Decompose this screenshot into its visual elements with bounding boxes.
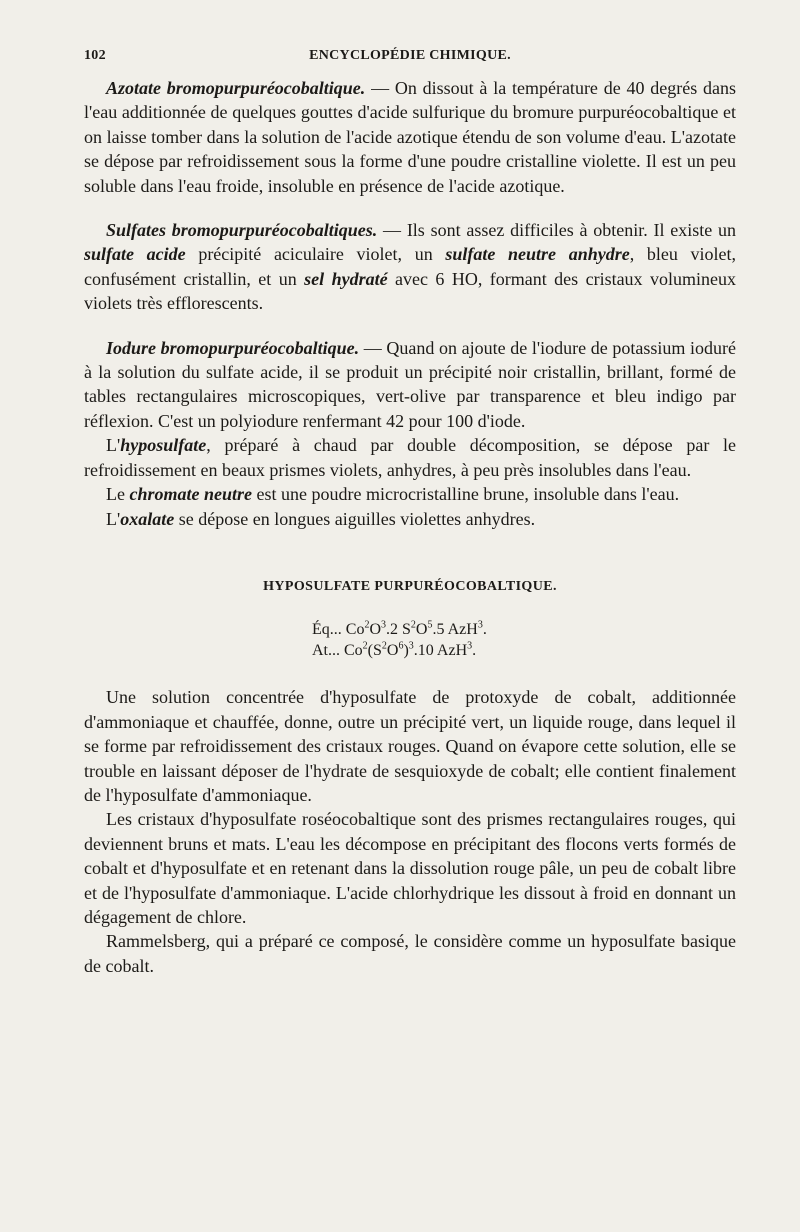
entry-term: Iodure bromopurpuréocobaltique. bbox=[106, 337, 360, 358]
paragraph-text: — On dissout à la température de 40 degrés dans l'eau additionnée de quelques gouttes d'acide sulfurique du bromure purpuréocobaltique et on laisse tomber dans la solution de l'acide azotique étendu de son volume d'eau. L'azotate se dépose par refroidissement sous la forme d'une poudre cristalline violette. Il est un peu soluble dans l'eau froide, insoluble en présence de l'acide azotique. bbox=[84, 78, 736, 196]
formula-part: 2 bbox=[410, 619, 416, 631]
formula-part: O bbox=[369, 621, 382, 639]
page-body bbox=[84, 76, 736, 978]
paragraph-text: précipité aciculaire violet, un bbox=[185, 244, 446, 265]
emphasis-text: sulfate acide bbox=[84, 244, 186, 265]
paragraph-text: est une poudre microcristalline brune, insoluble dans l'eau. bbox=[252, 484, 680, 505]
paragraph-chromate bbox=[84, 482, 736, 506]
paragraph-oxalate bbox=[84, 507, 736, 531]
paragraph-text: , préparé à chaud par double décomposition, se dépose par le refroidissement en beaux prismes violets, anhydres, à peu près insolubles dans l'eau. bbox=[84, 435, 736, 480]
emphasis-text: oxalate bbox=[120, 508, 175, 529]
formula-equivalent bbox=[312, 619, 800, 640]
emphasis-text: sulfate neutre anhydre bbox=[445, 244, 630, 265]
formula-part: Co bbox=[345, 621, 365, 639]
paragraph-azotate bbox=[84, 76, 736, 198]
page-header bbox=[84, 48, 736, 70]
formula-part: 6 bbox=[398, 640, 404, 652]
paragraph-text: avec 6 HO, formant des cristaux volumineux violets très efflorescents. bbox=[84, 268, 736, 314]
paragraph-text: Le bbox=[106, 484, 130, 505]
formula-part: Co bbox=[344, 642, 363, 660]
formula-part: . bbox=[482, 621, 487, 639]
entry-term: Sulfates bromopurpuréocobaltiques. bbox=[106, 220, 378, 241]
formula-part: ) bbox=[403, 642, 409, 660]
formula-part: 2 bbox=[364, 619, 370, 631]
formula-atomic bbox=[312, 640, 800, 661]
formula-part: .5 AzH bbox=[432, 621, 478, 639]
paragraph-iodure bbox=[84, 336, 736, 434]
paragraph-text: — Quand on ajoute de l'iodure de potassium ioduré à la solution du sulfate acide, il se produit un précipité noir cristallin, brillant, formé de tables rectangulaires microscopiques, vert-olive par transparence et bleu indigo par réflexion. C'est un polyiodure renfermant 42 pour 100 d'iode. bbox=[84, 337, 737, 431]
formula-block bbox=[84, 619, 736, 661]
formula-part: 3 bbox=[408, 640, 414, 652]
paragraph-sulfates bbox=[84, 218, 736, 316]
page-number: 102 bbox=[84, 48, 106, 63]
formula-part: (S bbox=[367, 642, 382, 660]
paragraph-text: , bleu violet, confusément cristallin, et un bbox=[84, 244, 737, 289]
running-title: ENCYCLOPÉDIE CHIMIQUE. bbox=[309, 48, 511, 63]
formula-part: O bbox=[386, 642, 399, 660]
paragraph-hyposulfate bbox=[84, 433, 736, 482]
formula-label: Éq... bbox=[312, 621, 346, 639]
emphasis-text: chromate neutre bbox=[129, 484, 252, 505]
paragraph-solution: Une solution concentrée d'hyposulfate de protoxyde de cobalt, additionnée d'ammoniaque et chauffée, donne, outre un précipité vert, un liquide rouge, dans lequel il se forme par refroidissement des cristaux rouges. Quand on évapore cette solution, elle se trouble en laissant déposer de l'hydrate de sesquioxyde de cobalt; elle contient finalement de l'hyposulfate d'ammoniaque. bbox=[84, 687, 736, 805]
emphasis-text: sel hydraté bbox=[304, 268, 388, 289]
formula-label: At... bbox=[312, 642, 344, 660]
entry-term: Azotate bromopurpuréocobaltique. bbox=[106, 78, 366, 98]
formula-part: . bbox=[472, 642, 477, 660]
paragraph-rammelsberg: Rammelsberg, qui a préparé ce composé, le considère comme un hyposulfate basique de cobalt. bbox=[84, 931, 736, 976]
formula-part: 2 bbox=[381, 640, 387, 652]
formula-part: 3 bbox=[467, 640, 473, 652]
formula-part: 5 bbox=[427, 619, 433, 631]
paragraph-text: L' bbox=[106, 435, 121, 456]
paragraph-text: se dépose en longues aiguilles violettes anhydres. bbox=[174, 508, 536, 529]
formula-part: .10 AzH bbox=[413, 642, 468, 660]
section-title: HYPOSULFATE PURPURÉOCOBALTIQUE. bbox=[263, 578, 557, 594]
formula-part: 3 bbox=[477, 619, 483, 631]
emphasis-text: hyposulfate bbox=[120, 435, 207, 456]
paragraph-cristaux: Les cristaux d'hyposulfate roséocobaltique sont des prismes rectangulaires rouges, qui deviennent bruns et mats. L'eau les décompose en précipitant des flocons verts formés de cobalt et d'hyposulfate et en retenant dans la dissolution rouge pâle, un peu de cobalt libre et de l'hyposulfate d'ammoniaque. L'acide chlorhydrique les dissout à froid en donnant un dégagement de chlore. bbox=[84, 809, 736, 927]
paragraph-text: — Ils sont assez difficiles à obtenir. Il existe un bbox=[377, 220, 736, 241]
formula-part: .2 S bbox=[386, 621, 411, 639]
formula-part: O bbox=[415, 621, 428, 639]
paragraph-text: L' bbox=[106, 508, 121, 529]
formula-part: 2 bbox=[362, 640, 368, 652]
formula-part: 3 bbox=[381, 619, 387, 631]
